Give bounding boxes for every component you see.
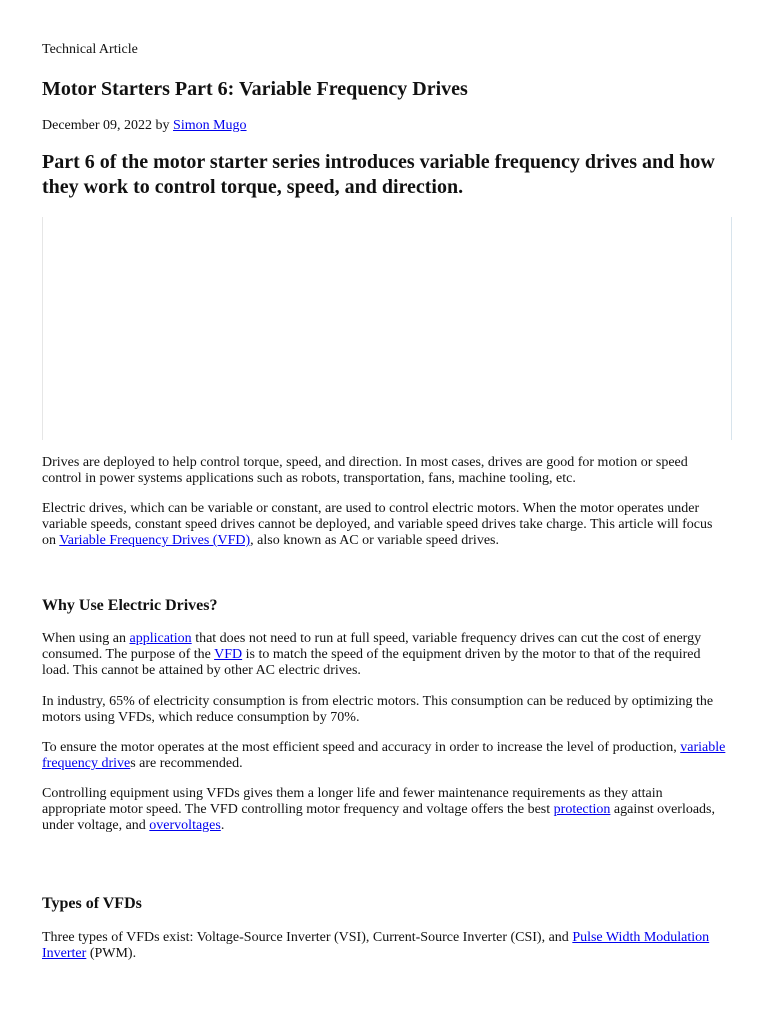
application-link[interactable]: application [129, 631, 192, 646]
why-p1-b: that does not need to run at full speed, variable frequency drives can cut the cost of energy consumed. The purpose of the [42, 631, 702, 662]
variable-frequency-drive-link[interactable]: variable frequency drive [42, 740, 726, 771]
why-p1-c: is to match the speed of the equipment driven by the motor to that of the required load. This cannot be attained by other AC electric drives. [42, 647, 701, 678]
why-p3-a: To ensure the motor operates at the most efficient speed and accuracy in order to increase the level of production, [42, 740, 681, 755]
pwm-inverter-link[interactable]: Pulse Width Modulation Inverter [42, 930, 710, 961]
types-p1-b: (PWM). [86, 946, 137, 961]
section-heading-types: Types of VFDs [42, 895, 142, 912]
why-p4-c: . [220, 818, 225, 833]
article-subtitle: Part 6 of the motor starter series introduces variable frequency drives and how they work to control torque, speed, and direction. [42, 151, 715, 198]
embedded-media-frame [42, 217, 732, 440]
intro-paragraph-2 [42, 501, 726, 549]
types-paragraph-1 [42, 930, 726, 962]
why-paragraph-3 [42, 740, 726, 772]
intro-paragraph-1: Drives are deployed to help control torque, speed, and direction. In most cases, drives are good for motion or speed control in power systems applications such as robots, transportation, fans, machine tooling, etc. [42, 455, 688, 486]
why-paragraph-2: In industry, 65% of electricity consumption is from electric motors. This consumption can be reduced by optimizing the motors using VFDs, which reduce consumption by 70%. [42, 694, 714, 725]
byline [42, 118, 247, 134]
section-heading-why: Why Use Electric Drives? [42, 597, 218, 614]
why-p4-a: Controlling equipment using VFDs gives them a longer life and fewer maintenance requirements as they attain appropriate motor speed. The VFD controlling motor frequency and voltage offers the best [42, 786, 663, 817]
vfd-link[interactable]: Variable Frequency Drives (VFD) [59, 533, 251, 548]
vfd-inline-link[interactable]: VFD [214, 647, 243, 662]
why-p3-b: s are recommended. [130, 756, 243, 771]
overvoltages-link[interactable]: overvoltages [149, 818, 221, 833]
why-p1-a: When using an [42, 631, 130, 646]
article-title: Motor Starters Part 6: Variable Frequency Drives [42, 78, 468, 100]
why-p4-b: against overloads, under voltage, and [42, 802, 716, 833]
byline-by: by [152, 118, 174, 133]
article-category: Technical Article [42, 42, 138, 57]
publish-date: December 09, 2022 [42, 118, 153, 133]
types-p1-a: Three types of VFDs exist: Voltage-Source Inverter (VSI), Current-Source Inverter (CSI), and [42, 930, 573, 945]
intro-paragraph-2-tail: , also known as AC or variable speed drives. [250, 533, 499, 548]
why-paragraph-1 [42, 631, 726, 679]
author-link[interactable]: Simon Mugo [173, 118, 247, 133]
why-paragraph-4 [42, 786, 726, 834]
protection-link[interactable]: protection [553, 802, 611, 817]
intro-paragraph-2-text: Electric drives, which can be variable or constant, are used to control electric motors. When the motor operates under variable speeds, constant speed drives cannot be deployed, and variable speed drives take charge. This article will focus on [42, 501, 713, 548]
